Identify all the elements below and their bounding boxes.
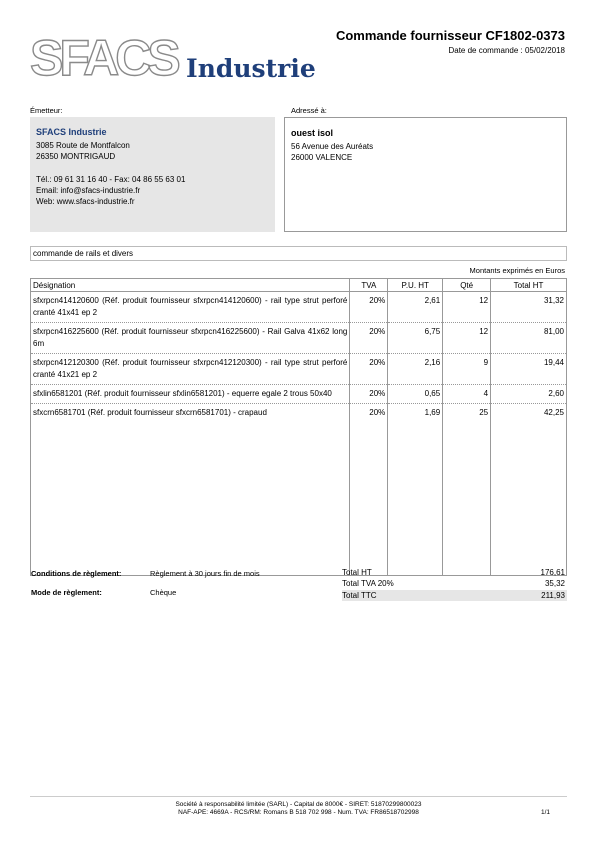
sender-phone: Tél.: 09 61 31 16 40 - Fax: 04 86 55 63 01 [36,175,186,184]
sender-address1: 3085 Route de Montfalcon [36,141,130,150]
table-row [31,385,567,404]
row-unit-price: 2,16 [388,354,443,385]
sender-web: Web: www.sfacs-industrie.fr [36,197,135,206]
col-header-quantity: Qté [443,279,491,292]
total-ht-label: Total HT [342,568,372,577]
row-quantity: 25 [443,404,491,423]
sender-name: SFACS Industrie [36,127,107,137]
recipient-label: Adressé à: [291,106,327,115]
payment-terms-value: Règlement à 30 jours fin de mois [150,569,260,578]
recipient-block [284,117,567,232]
order-subject: commande de rails et divers [30,246,567,261]
order-date: Date de commande : 05/02/2018 [448,46,565,55]
payment-mode-label: Mode de règlement: [31,588,102,597]
total-ht-row [342,567,567,578]
footer-legal-line2: NAF-APE: 4669A - RCS/RM: Romans B 518 702 998 - Num. TVA: FR86518702998 [178,809,419,816]
row-designation: sfxrpcn416225600 (Réf. produit fournisseur sfxrpcn416225600) - Rail Galva 41x62 long 6m [31,323,350,354]
total-tva-row [342,578,567,589]
total-tva-label: Total TVA 20% [342,579,394,588]
total-ttc-value: 211,93 [541,591,565,600]
payment-mode-value: Chèque [150,588,177,597]
sender-block [30,117,275,232]
col-header-tva: TVA [350,279,388,292]
payment-terms-label: Conditions de règlement: [31,569,122,578]
footer-divider [30,796,567,797]
total-ttc-row [342,590,567,601]
row-quantity: 9 [443,354,491,385]
company-logo [28,30,318,90]
recipient-address1: 56 Avenue des Auréats [291,142,374,151]
recipient-address2: 26000 VALENCE [291,153,353,162]
row-tva: 20% [350,404,388,423]
row-total: 81,00 [491,323,567,354]
row-designation: sfxlin6581201 (Réf. produit fournisseur sfxlin6581201) - equerre egale 2 trous 50x40 [31,385,350,404]
footer-legal-line1: Société à responsabilité limitée (SARL) - Capital de 8000€ - SIRET: 51870299800023 [175,801,422,808]
currency-note: Montants exprimés en Euros [469,266,565,275]
table-row [31,354,567,385]
row-designation: sfxrpcn414120600 (Réf. produit fournisseur sfxrpcn414120600) - rail type strut perforé cranté 41x41 ep 2 [31,292,350,323]
row-designation: sfxrpcn412120300 (Réf. produit fournisseur sfxrpcn412120300) - rail type strut perforé cranté 41x21 ep 2 [31,354,350,385]
row-unit-price: 0,65 [388,385,443,404]
table-header-row [31,279,567,292]
total-ttc-label: Total TTC [342,591,377,600]
sender-address2: 26350 MONTRIGAUD [36,152,116,161]
row-unit-price: 1,69 [388,404,443,423]
recipient-name: ouest isol [291,128,334,138]
sender-email: Email: info@sfacs-industrie.fr [36,186,141,195]
row-total: 42,25 [491,404,567,423]
row-tva: 20% [350,385,388,404]
row-tva: 20% [350,292,388,323]
page-number: 1/1 [540,809,550,816]
col-header-total: Total HT [491,279,567,292]
items-table [30,278,567,576]
table-filler-row [31,422,567,576]
table-row [31,404,567,423]
logo-sfacs-text: SFACS [30,30,177,86]
row-quantity: 12 [443,292,491,323]
row-tva: 20% [350,354,388,385]
row-tva: 20% [350,323,388,354]
document-title: Commande fournisseur CF1802-0373 [335,28,565,43]
sender-label: Émetteur: [30,106,63,115]
table-row [31,292,567,323]
row-unit-price: 6,75 [388,323,443,354]
row-quantity: 4 [443,385,491,404]
total-ht-value: 176,61 [540,568,565,577]
col-header-designation: Désignation [31,279,350,292]
row-unit-price: 2,61 [388,292,443,323]
row-designation: sfxcrn6581701 (Réf. produit fournisseur sfxcrn6581701) - crapaud [31,404,350,423]
row-quantity: 12 [443,323,491,354]
total-tva-value: 35,32 [544,579,565,588]
table-row [31,323,567,354]
row-total: 31,32 [491,292,567,323]
col-header-unit-price: P.U. HT [388,279,443,292]
row-total: 2,60 [491,385,567,404]
logo-industrie-text: Industrie [186,54,316,83]
row-total: 19,44 [491,354,567,385]
